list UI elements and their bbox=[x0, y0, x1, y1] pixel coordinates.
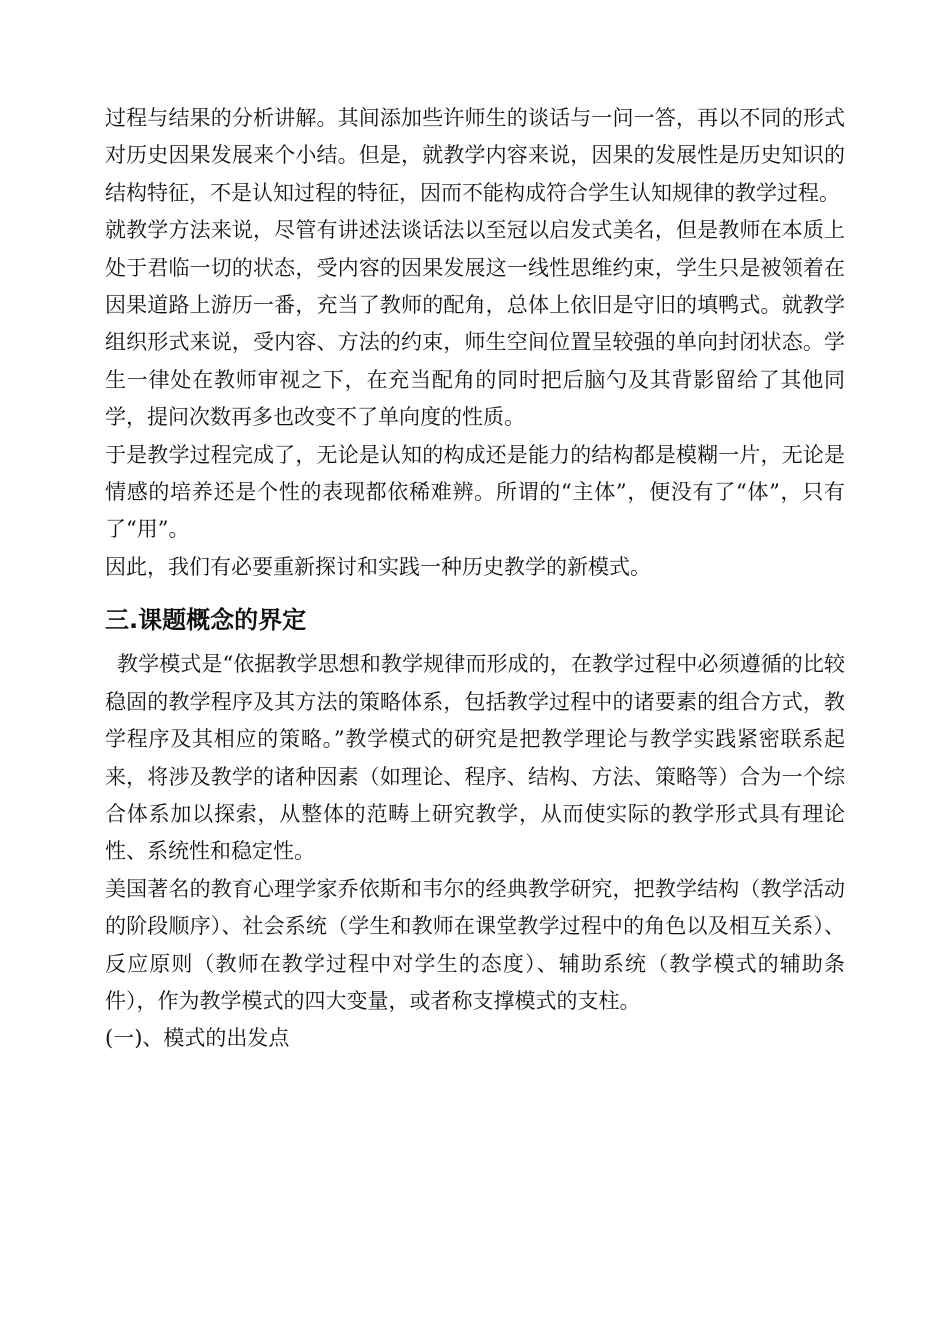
paragraph-teaching-method: 就教学方法来说，尽管有讲述法谈话法以至冠以启发式美名，但是教师在本质上处于君临一切的状态，受内容的因果发展这一线性思维约束，学生只是被领着在因果道路上游历一番，充当了教师的配角，总体上依旧是守旧的填鸭式。就教学组织形式来说，受内容、方法的约束，师生空间位置呈较强的单向封闭状态。学生一律处在教师审视之下，在充当配角的同时把后脑勺及其背影留给了其他同学，提问次数再多也改变不了单向度的性质。 bbox=[105, 218, 845, 430]
paragraph-process-result: 于是教学过程完成了，无论是认知的构成还是能力的结构都是模糊一片，无论是情感的培养还是个性的表现都依稀难辨。所谓的“主体”，便没有了“体”，只有了“用”。 bbox=[105, 442, 845, 542]
section-heading: 三.课题概念的界定 bbox=[105, 606, 307, 635]
paragraph-cause-effect: 过程与结果的分析讲解。其间添加些许师生的谈话与一问一答，再以不同的形式对历史因果发展来个小结。但是，就教学内容来说，因果的发展性是历史知识的结构特征，不是认知过程的特征，因而不能构成符合学生认知规律的教学过程。 bbox=[105, 106, 845, 205]
paragraph-teaching-model-definition: 教学模式是“依据教学思想和教学规律而形成的，在教学过程中必须遵循的比较稳固的教学程序及其方法的策略体系，包括教学过程中的诸要素的组合方式，教学程序及其相应的策略。”教学模式的研究是把教学理论与教学实践紧密联系起来，将涉及教学的诸种因素（如理论、程序、结构、方法、策略等）合为一个综合体系加以探索，从整体的范畴上研究教学，从而使实际的教学形式具有理论性、系统性和稳定性。 bbox=[105, 652, 845, 864]
subheading-starting-point: (一)、模式的出发点 bbox=[105, 1026, 290, 1051]
paragraph-conclusion: 因此，我们有必要重新探讨和实践一种历史教学的新模式。 bbox=[105, 554, 651, 579]
paragraph-joyce-weil: 美国著名的教育心理学家乔依斯和韦尔的经典教学研究，把教学结构（教学活动的阶段顺序）、社会系统（学生和教师在课堂教学过程中的角色以及相互关系）、反应原则（教师在教学过程中对学生的态度）、辅助系统（教学模式的辅助条件），作为教学模式的四大变量，或者称支撑模式的支柱。 bbox=[105, 876, 845, 1013]
document-page bbox=[105, 100, 845, 1058]
